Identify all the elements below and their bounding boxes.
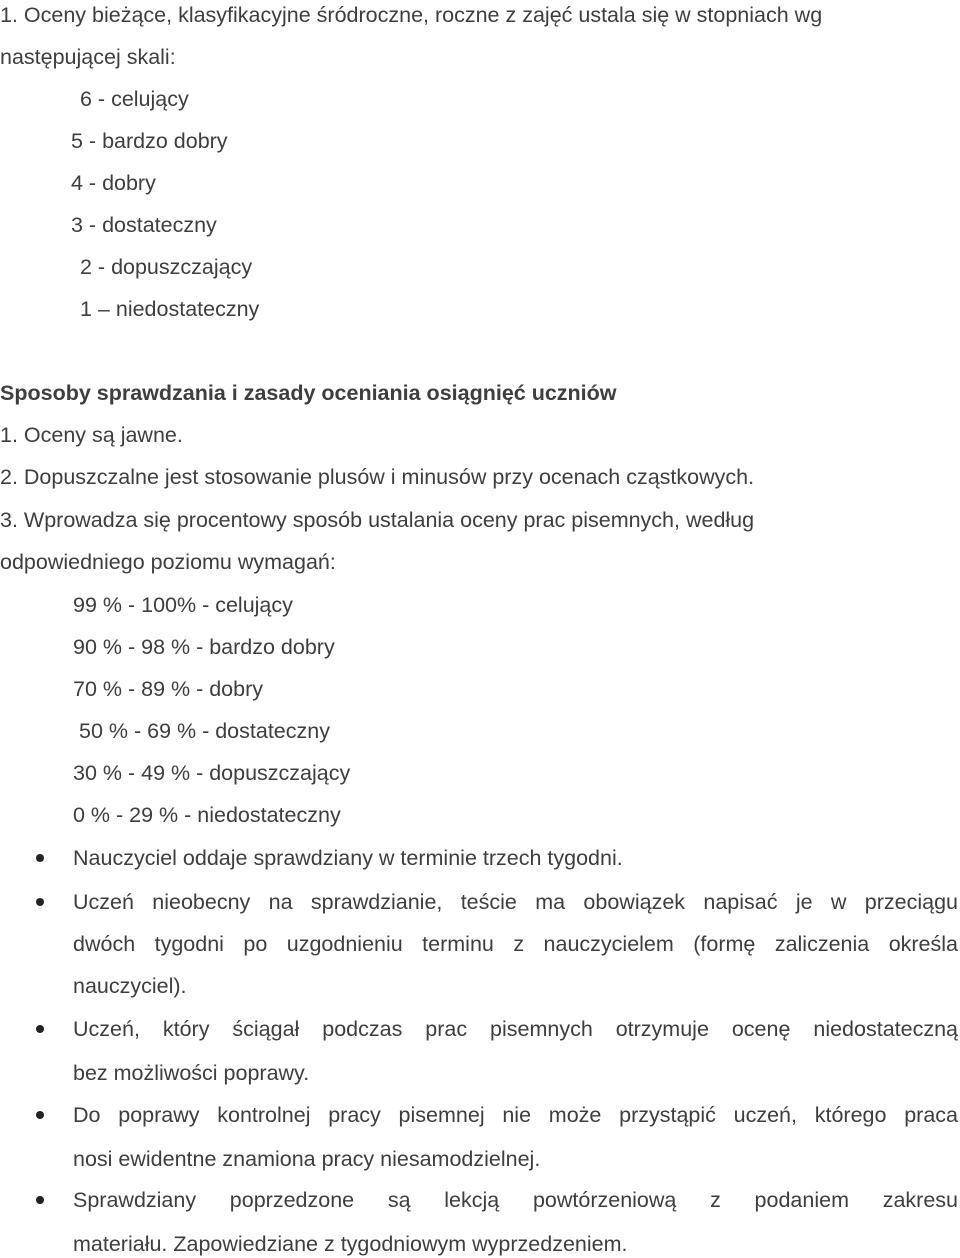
- grade-item-1: 1 – niedostateczny: [80, 297, 260, 321]
- grade-item-5: 5 - bardzo dobry: [71, 129, 228, 153]
- percent-scale-item: 50 % - 69 % - dostateczny: [79, 719, 330, 743]
- rule-item-3-line-2: odpowiedniego poziomu wymagań:: [0, 550, 336, 574]
- percent-scale-item: 99 % - 100% - celujący: [73, 593, 293, 617]
- grade-item-3: 3 - dostateczny: [71, 213, 217, 237]
- percent-scale-item: 90 % - 98 % - bardzo dobry: [73, 635, 335, 659]
- grade-item-4: 4 - dobry: [71, 171, 156, 195]
- percent-scale-item: 30 % - 49 % - dopuszczający: [73, 761, 351, 785]
- bullet-item-1: Nauczyciel oddaje sprawdziany w terminie trzech tygodni.: [73, 846, 623, 870]
- bullet-dot-icon: [36, 854, 44, 862]
- rule-item-3-line-1: 3. Wprowadza się procentowy sposób ustalania oceny prac pisemnych, według: [0, 508, 755, 532]
- grade-item-6: 6 - celujący: [80, 87, 189, 111]
- bullet-item-2-line-1: Uczeń nieobecny na sprawdzianie, teście ma obowiązek napisać je w przeciągu: [73, 890, 958, 914]
- intro-line-1: 1. Oceny bieżące, klasyfikacyjne śródroczne, roczne z zajęć ustala się w stopniach wg: [0, 3, 823, 27]
- bullet-item-2-line-2: dwóch tygodni po uzgodnieniu terminu z nauczycielem (formę zaliczenia określa: [73, 932, 958, 956]
- bullet-dot-icon: [36, 1025, 44, 1033]
- bullet-item-5-line-1: Sprawdziany poprzedzone są lekcją powtórzeniową z podaniem zakresu: [73, 1188, 958, 1212]
- rule-item-2: 2. Dopuszczalne jest stosowanie plusów i minusów przy ocenach cząstkowych.: [0, 465, 755, 489]
- bullet-dot-icon: [36, 898, 44, 906]
- bullet-item-3-line-2: bez możliwości poprawy.: [73, 1061, 310, 1085]
- percent-scale-item: 70 % - 89 % - dobry: [73, 677, 264, 701]
- grade-item-2: 2 - dopuszczający: [80, 255, 253, 279]
- bullet-dot-icon: [36, 1196, 44, 1204]
- bullet-item-3-line-1: Uczeń, który ściągał podczas prac pisemnych otrzymuje ocenę niedostateczną: [73, 1017, 958, 1041]
- percent-scale-item: 0 % - 29 % - niedostateczny: [73, 803, 341, 827]
- bullet-item-2-line-3: nauczyciel).: [73, 974, 187, 998]
- intro-line-2: następującej skali:: [0, 45, 176, 69]
- rule-item-1: 1. Oceny są jawne.: [0, 423, 183, 447]
- bullet-dot-icon: [36, 1111, 44, 1119]
- bullet-item-5-line-2: materiału. Zapowiedziane z tygodniowym wyprzedzeniem.: [73, 1232, 628, 1256]
- section-heading: Sposoby sprawdzania i zasady oceniania osiągnięć uczniów: [0, 381, 617, 405]
- bullet-item-4-line-1: Do poprawy kontrolnej pracy pisemnej nie może przystąpić uczeń, którego praca: [73, 1103, 958, 1127]
- bullet-item-4-line-2: nosi ewidentne znamiona pracy niesamodzielnej.: [73, 1147, 541, 1171]
